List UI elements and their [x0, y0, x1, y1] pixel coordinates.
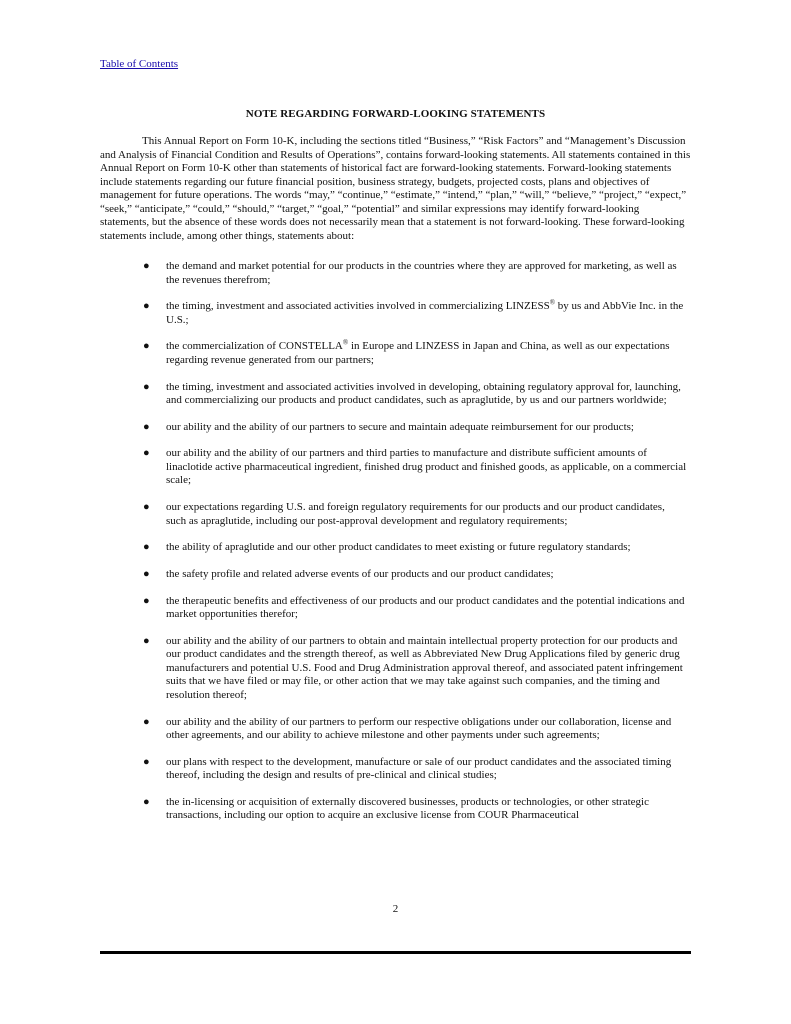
bullet-icon: ●: [143, 594, 150, 607]
section-heading: NOTE REGARDING FORWARD-LOOKING STATEMENTS: [245, 108, 546, 120]
bullet-item: [100, 300, 691, 327]
bullet-text: the therapeutic benefits and effectiveness of our products and our product candidates and the potential indications and market opportunities therefor;: [166, 594, 685, 621]
page-number: 2: [392, 903, 399, 915]
bullet-icon: ●: [143, 300, 150, 313]
bullet-text: the timing, investment and associated activities involved in commercializing LINZESS® by us and AbbVie Inc. in the U.S.;: [166, 298, 684, 326]
registered-mark: ®: [549, 298, 556, 307]
bullet-text: the demand and market potential for our products in the countries where they are approved for marketing, as well as the revenues therefrom;: [166, 260, 677, 286]
bullet-item: [100, 340, 691, 367]
bullet-item: [100, 260, 691, 287]
bullet-text: our ability and the ability of our partners to obtain and maintain intellectual property protection for our products and our product candidates and the strength thereof, as well as Abbreviated New Drug Applications filed by generic drug manufacturers and potential U.S. Food and Drug Administration approval thereof, and associated patent infringement suits that we have filed or may file, or other action that we may take against such companies, and the timing and resolution thereof;: [166, 634, 683, 701]
bullet-text: the timing, investment and associated activities involved in developing, obtaining regulatory approval for, launching, and commercializing our products and product candidates, such as apraglutide, by us and our partners worldwide;: [166, 380, 681, 407]
intro-paragraph: This Annual Report on Form 10-K, including the sections titled “Business,” “Risk Factors” and “Management’s Discussion and Analysis of Financial Condition and Results of Operations”, contains forward-looking statements. All statements contained in this Annual Report on Form 10-K other than statements of historical fact are forward-looking statements. Forward-looking statements include statements regarding our future financial position, business strategy, budgets, projected costs, plans and objectives of management for future operations. The words “may,” “continue,” “estimate,” “intend,” “plan,” “will,” “believe,” “project,” “expect,” “seek,” “anticipate,” “could,” “should,” “target,” “goal,” “potential” and similar expressions may identify forward-looking statements, but the absence of these words does not necessarily mean that a statement is not forward-looking. These forward-looking statements include, among other things, statements about:: [100, 135, 691, 242]
bullet-item: [100, 796, 691, 823]
forward-looking-bullet-list: [100, 260, 691, 836]
bullet-item: [100, 381, 691, 408]
bullet-text: the ability of apraglutide and our other product candidates to meet existing or future regulatory standards;: [166, 541, 631, 554]
bullet-icon: ●: [143, 260, 150, 272]
bullet-icon: ●: [143, 501, 150, 514]
bullet-icon: ●: [143, 420, 150, 433]
bullet-icon: ●: [143, 795, 150, 808]
bullet-item: [100, 716, 691, 743]
bullet-text: our ability and the ability of our partners to perform our respective obligations under our collaboration, license and other agreements, and our ability to achieve milestone and other payments under such agreements;: [166, 715, 672, 742]
bullet-icon: ●: [143, 568, 150, 580]
bullet-icon: ●: [143, 755, 150, 768]
bullet-item: [100, 541, 691, 555]
bullet-item: [100, 447, 691, 488]
bullet-text: our ability and the ability of our partners to secure and maintain adequate reimbursement for our products;: [166, 420, 634, 433]
bullet-item: [100, 756, 691, 783]
bullet-text: the safety profile and related adverse events of our products and our product candidates;: [166, 568, 554, 580]
bullet-text: our plans with respect to the development, manufacture or sale of our product candidates and the associated timing thereof, including the design and results of pre-clinical and clinical studies;: [166, 755, 672, 782]
bullet-text: the in-licensing or acquisition of externally discovered businesses, products or technologies, or other strategic transactions, including our option to acquire an exclusive license from COUR Pharmaceutical: [166, 795, 649, 822]
bullet-item: [100, 595, 691, 622]
registered-mark: ®: [342, 338, 349, 347]
table-of-contents-link[interactable]: Table of Contents: [100, 58, 179, 70]
bullet-icon: ●: [143, 447, 150, 460]
bullet-item: [100, 501, 691, 528]
bullet-text: the commercialization of CONSTELLA® in Europe and LINZESS in Japan and China, as well as our expectations regarding revenue generated from our partners;: [166, 338, 670, 366]
bullet-item: [100, 568, 691, 582]
bullet-item: [100, 635, 691, 703]
bullet-text: our ability and the ability of our partners and third parties to manufacture and distribute sufficient amounts of linaclotide active pharmaceutical ingredient, finished drug product and finished goods, as applicable, on a commercial scale;: [166, 447, 687, 487]
bullet-icon: ●: [143, 634, 150, 647]
bullet-icon: ●: [143, 340, 150, 353]
bullet-text: our expectations regarding U.S. and foreign regulatory requirements for our products and our product candidates, such as apraglutide, including our post-approval development and regulatory requirements;: [166, 501, 665, 527]
bullet-icon: ●: [143, 715, 150, 728]
bullet-icon: ●: [143, 380, 150, 393]
page-bottom-rule: [100, 951, 691, 954]
bullet-item: [100, 421, 691, 435]
bullet-icon: ●: [143, 541, 150, 554]
